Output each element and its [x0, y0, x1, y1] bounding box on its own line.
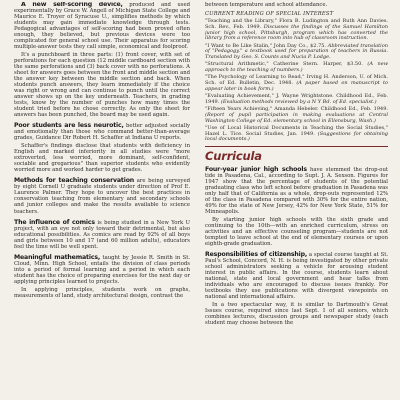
reading-item: [205, 44, 388, 61]
reading-citation: "Teaching and the Library," Flora B. Ludington and Ruth Ann Davies. Sch. Rev., Feb. 1949.: [205, 18, 388, 30]
paragraph: [14, 52, 190, 119]
article: [14, 255, 190, 299]
reading-item: [205, 19, 388, 42]
reading-item: [205, 126, 388, 143]
reading-note: (Report of pupil participation in making evaluations at Central Washington College of Ed. elementary school in Ellensburg, Wash.): [205, 111, 388, 124]
paragraph: [14, 123, 190, 141]
article-text: a special course taught at St. Paul's School, Concord, N. H. is being investigated by other private school administrators seeking a vehicle for arousing student interest in public affairs. In the course, students learn about national, state and local government and hear talks from individuals who are encouraged to discuss issues frankly. For textbooks they use publications with divergent viewpoints on national and international affairs.: [205, 252, 388, 301]
reading-list: [205, 19, 388, 143]
paragraph: [205, 302, 388, 326]
article-text: It's a punchboard in three parts: (1) front cover, with set of perforations for each question (12 middle cardboard section with the same perforations and (3) back cover with no perforations. A sheet for answers goes between the front and middle section and the answer key between the middle section and back. When students punch answers, they learn immediately if the choice was right or wrong and can continue to punch until the correct answer shows up on the key underneath. Teachers, in grading tests, know by the number of punches how many times the student tried before he chose correctly. As only the sheet for answers has been punched, the board may be used again.: [14, 51, 190, 119]
reading-citation: "I Want to Be Like Stalin," John Day Co., $2.75.: [205, 42, 327, 49]
paragraph: [14, 178, 190, 214]
reading-citation: "Fifteen Years Achieving," Amanda Hebeler. Childhood Ed., Feb. 1949.: [205, 106, 388, 113]
article-heading: Poor students are less neurotic,: [14, 122, 124, 130]
reading-note: Discusses the findings of the Samuel Hamilton junior high school, Pittsburgh, program which has converted the library from a reference room into hub of classroom instruction.: [205, 23, 388, 42]
paragraph: [205, 217, 388, 247]
reading-note: (Evaluation methods reviewed by a N Y Bd. of Ed. specialist.): [220, 98, 377, 105]
article-text: By starting junior high schools with the sixth grade and continuing to the 10th—with an enriched curriculum, stress on activities and an effective counseling program—students are not tempted to leave school at the end of elementary courses or upon eighth-grade graduation.: [205, 216, 388, 248]
paragraph: [14, 143, 190, 173]
article-heading: Four-year junior high schools: [205, 166, 307, 174]
reading-note: (Suggestions for obtaining local documents.): [205, 130, 388, 143]
reading-item: [205, 62, 388, 74]
article-text: better adjusted socially and emotionally than those who command better-than-average grades, Guidance Dir Robert H. Schaffer at Indiana U reports.: [14, 123, 190, 142]
article: [14, 220, 190, 250]
section-title: Curricula: [205, 149, 262, 164]
article-text: is being studied in a New York U project, with an eye not only toward their detrimental, but also educational possibilities. As comics are read by 92% of all boys and girls between 10 and 17 (and 60 million adults), educators feel the time will be well spent.: [14, 219, 190, 250]
article-text: produced and used experimentally by Grace W. Angell of Michigan State College and Maurice E. Troyer of Syracuse U., simplifies methods by which students may gain immediate knowledge through tests. Pedagogical advantages of self-scoring had been proved often enough, they believed, but previous devices were too complicated for general school use. Their apparatus for scoring multiple-answer tests they call simple, economical and foolproof.: [14, 2, 190, 51]
left-column: [14, 2, 190, 400]
reading-item: [205, 107, 388, 124]
article: [205, 167, 388, 247]
section-divider: [205, 146, 388, 147]
paragraph: [14, 2, 190, 50]
article: [14, 2, 190, 118]
article-text: In applying principles, students work on graphs, measurements of land, study architectural design, contrast the: [14, 286, 190, 299]
reading-note: Abbreviated translation of "Pedagogy," a textbook used for preparation of teachers in Russia. Translated by Geo. S. Counts and Nucia P. Lodge.: [205, 42, 388, 61]
reading-note: (A paper based on manuscript to appear later in book form.): [205, 80, 388, 92]
article-text: In a two spectacular way, it is similar to Dartmouth's Great Issues course, required since last Sept. 1 of all seniors, which combines lectures, discussion groups and newspaper study (each student may choose between the: [205, 302, 388, 327]
article-text: taught by Jessie R. Smith in St. Cloud, Minn. High School, entails the division of class periods into a period of formal learning and a period in which each student has the choice of preparing exercises for the next day or applying principles learned to projects.: [14, 254, 190, 285]
reading-item: [205, 94, 388, 106]
reading-list-heading: CURRENT READING OF SPECIAL INTEREST: [205, 11, 334, 18]
paragraph: [205, 167, 388, 215]
reading-citation: "The Psychology of Learning to Read," Irving H. Anderson, U. of Mich. Sch. of Ed. Bulletin, Dec. 1948.: [205, 74, 388, 87]
article-heading: The influence of comics: [14, 218, 95, 226]
reading-citation: "Structural Arithmetic," Catherine Stern. Harper, $3.50.: [205, 61, 363, 68]
reading-citation: "Evaluating Achievement," J. Wayne Wrightstone. Childhood Ed., Feb. 1949.: [205, 93, 388, 105]
paragraph: [14, 220, 190, 250]
reading-item: [205, 75, 388, 92]
article: [14, 123, 190, 173]
article-text: Schaffer's findings disclose that students with deficiency in English and marked inferiority in all studies were "more extroverted, less worried, more dominant, self-confident, sociable and gregarious" than superior students who evidently worried more and worked harder to get grades.: [14, 143, 190, 174]
article: [205, 252, 388, 326]
reading-note: (A new approach to the teaching of numbers.): [205, 61, 388, 74]
article-text: are being surveyed by eight Cornell U graduate students under direction of Prof E. Laurence Palmer. They hope to uncover the best practices in conservation teaching from elementary and secondary schools and junior colleges and make the results available to science teachers.: [14, 178, 190, 215]
continued-text: between temperature and school attendance.: [205, 2, 328, 8]
article-heading: A new self-scoring device,: [21, 2, 123, 8]
reading-citation: "Use of Local Historical Documents in Teaching the Social Studies," Hazel L. Tice. Social Studies, Jan. 1949.: [205, 124, 388, 137]
article-heading: Responsibilities of citizenship,: [205, 251, 308, 259]
article: [14, 178, 190, 214]
article-text: have stemmed the drop-out tide in Pasadena, Cal., according to Supt. J. A. Sexson. Figures for 1947 show that the percentage of students of the potential graduating class who left school before graduation in Pasadena was only half that of California as a whole, drop-outs represented 12% of the class in Pasadena compared with 30% for the entire nation, 49% for the state of New Jersey, 42% for New York State, 51% for Minneapolis.: [205, 167, 388, 216]
paragraph: [14, 287, 190, 299]
right-column: [205, 2, 388, 400]
article-heading: Meaningful mathematics,: [14, 253, 101, 261]
paragraph: [205, 252, 388, 300]
article-heading: Methods for teaching conservation: [14, 177, 135, 185]
paragraph: [14, 255, 190, 285]
